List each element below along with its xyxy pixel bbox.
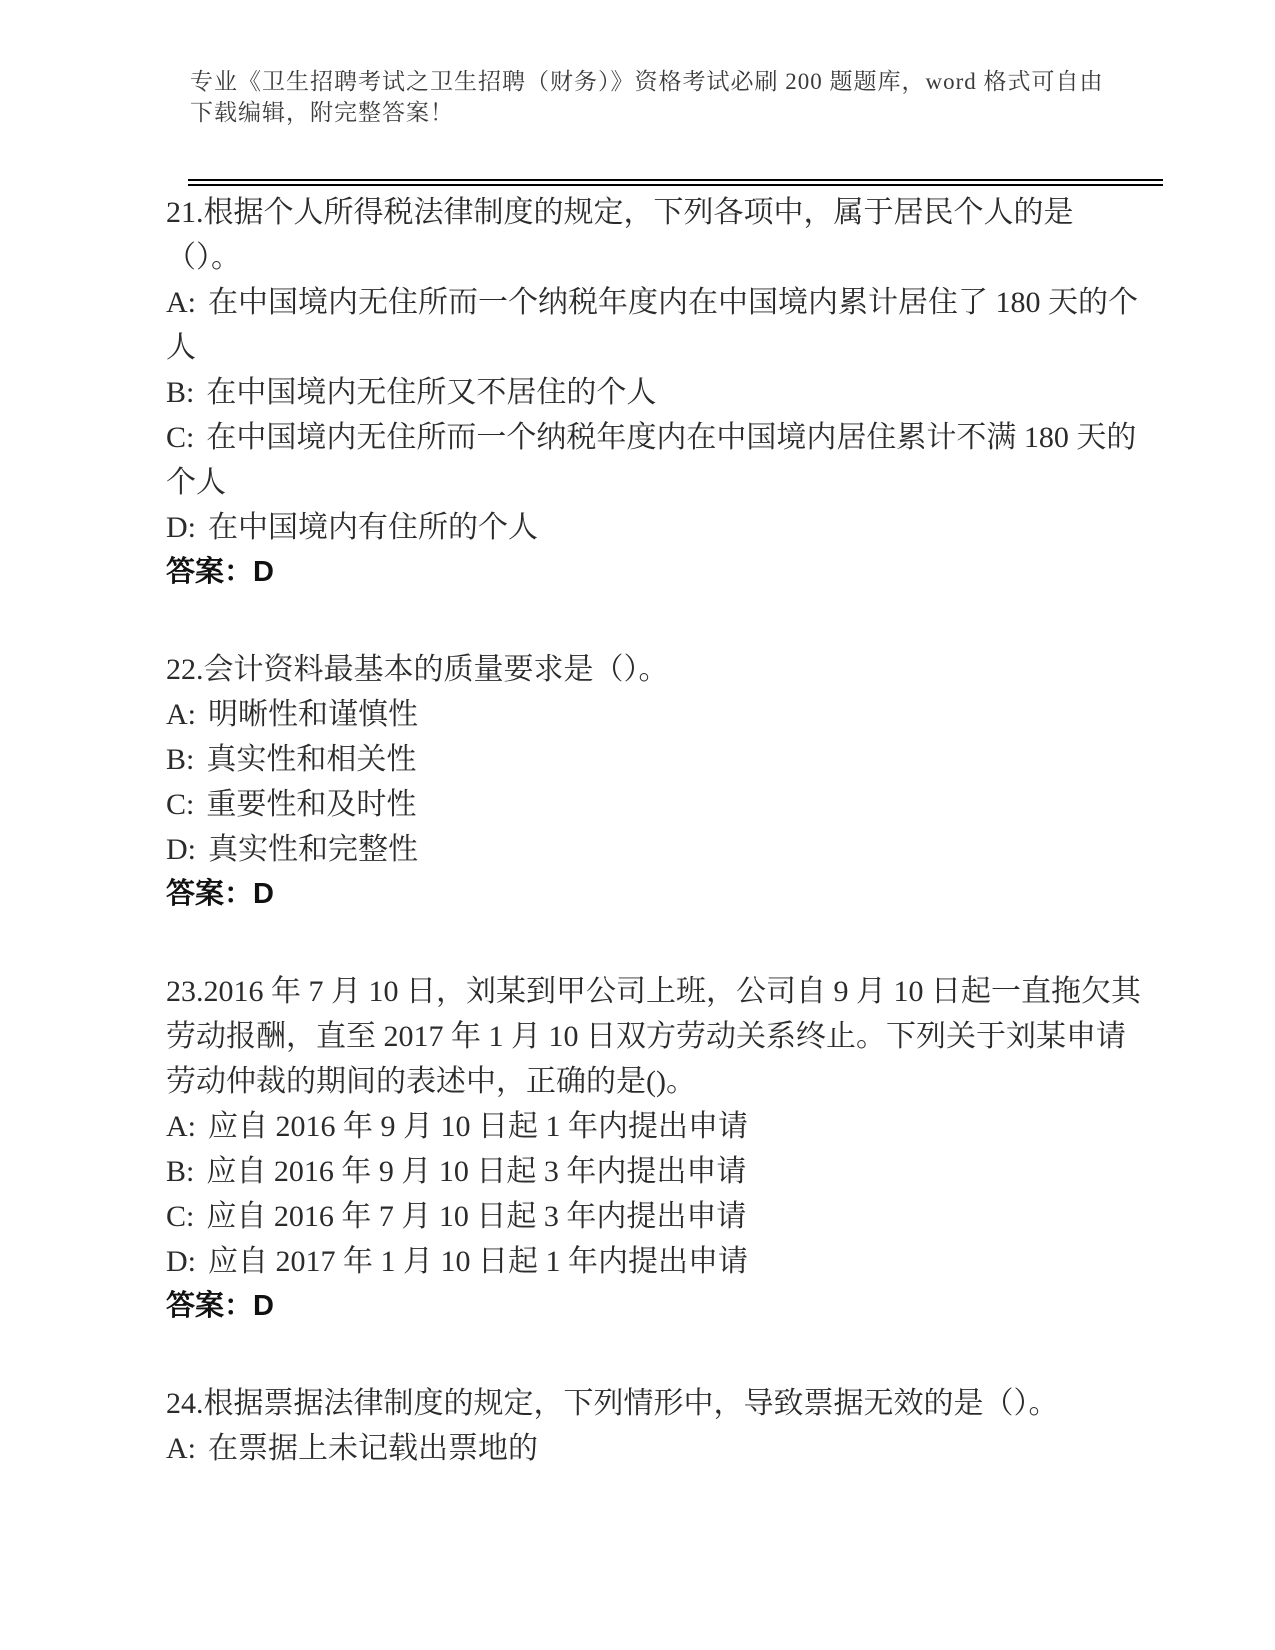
option-label: B:	[166, 743, 195, 776]
option-line	[166, 1426, 1141, 1471]
option-line	[166, 782, 1141, 827]
option-line	[166, 370, 1141, 415]
question-stem: 23.2016 年 7 月 10 日，刘某到甲公司上班，公司自 9 月 10 日起一直拖欠其劳动报酬，直至 2017 年 1 月 10 日双方劳动关系终止。下列关于刘某申请劳动仲裁的期间的表述中，正确的是()。	[166, 975, 1141, 1098]
header-divider-line	[188, 179, 1163, 186]
option-label: C:	[166, 1200, 195, 1233]
document-body	[166, 190, 1141, 1523]
option-label: B:	[166, 376, 195, 409]
option-text: 应自 2017 年 1 月 10 日起 1 年内提出申请	[208, 1245, 748, 1278]
option-line	[166, 827, 1141, 872]
option-label: A:	[166, 286, 196, 319]
option-text: 应自 2016 年 7 月 10 日起 3 年内提出申请	[206, 1200, 747, 1233]
option-label: C:	[166, 788, 195, 821]
option-text: 在中国境内无住所又不居住的个人	[206, 376, 657, 409]
option-label: A:	[166, 698, 196, 731]
option-line	[166, 737, 1141, 782]
answer-line: 答案：D	[166, 1290, 274, 1322]
option-line	[166, 692, 1141, 737]
option-text: 真实性和完整性	[208, 833, 418, 866]
option-line	[166, 1149, 1141, 1194]
question-23	[166, 969, 1141, 1329]
question-22	[166, 647, 1141, 917]
option-text: 在中国境内无住所而一个纳税年度内在中国境内累计居住了 180 天的个人	[166, 286, 1138, 364]
answer-line: 答案：D	[166, 556, 274, 588]
option-text: 重要性和及时性	[206, 788, 417, 821]
page-header-text: 专业《卫生招聘考试之卫生招聘（财务）》资格考试必刷 200 题题库，word 格式可自由下载编辑，附完整答案！	[190, 69, 1104, 125]
option-line	[166, 415, 1141, 505]
question-24	[166, 1381, 1141, 1471]
option-line	[166, 1194, 1141, 1239]
option-text: 在中国境内有住所的个人	[208, 511, 538, 544]
option-label: D:	[166, 511, 196, 544]
answer-line: 答案：D	[166, 878, 274, 910]
option-label: C:	[166, 421, 195, 454]
option-line	[166, 505, 1141, 550]
option-text: 应自 2016 年 9 月 10 日起 3 年内提出申请	[206, 1155, 747, 1188]
option-label: A:	[166, 1110, 196, 1143]
option-line	[166, 1239, 1141, 1284]
option-label: B:	[166, 1155, 195, 1188]
question-21	[166, 190, 1141, 595]
question-stem: 24.根据票据法律制度的规定，下列情形中，导致票据无效的是（）。	[166, 1387, 1059, 1420]
question-stem: 22.会计资料最基本的质量要求是（）。	[166, 653, 669, 686]
option-line	[166, 1104, 1141, 1149]
option-line	[166, 280, 1141, 370]
option-text: 在票据上未记载出票地的	[208, 1432, 538, 1465]
option-label: A:	[166, 1432, 196, 1465]
option-text: 真实性和相关性	[206, 743, 417, 776]
question-stem: 21.根据个人所得税法律制度的规定，下列各项中，属于居民个人的是（）。	[166, 196, 1074, 274]
option-text: 明晰性和谨慎性	[208, 698, 418, 731]
option-text: 在中国境内无住所而一个纳税年度内在中国境内居住累计不满 180 天的个人	[166, 421, 1137, 499]
option-label: D:	[166, 833, 196, 866]
option-label: D:	[166, 1245, 196, 1278]
option-text: 应自 2016 年 9 月 10 日起 1 年内提出申请	[208, 1110, 748, 1143]
